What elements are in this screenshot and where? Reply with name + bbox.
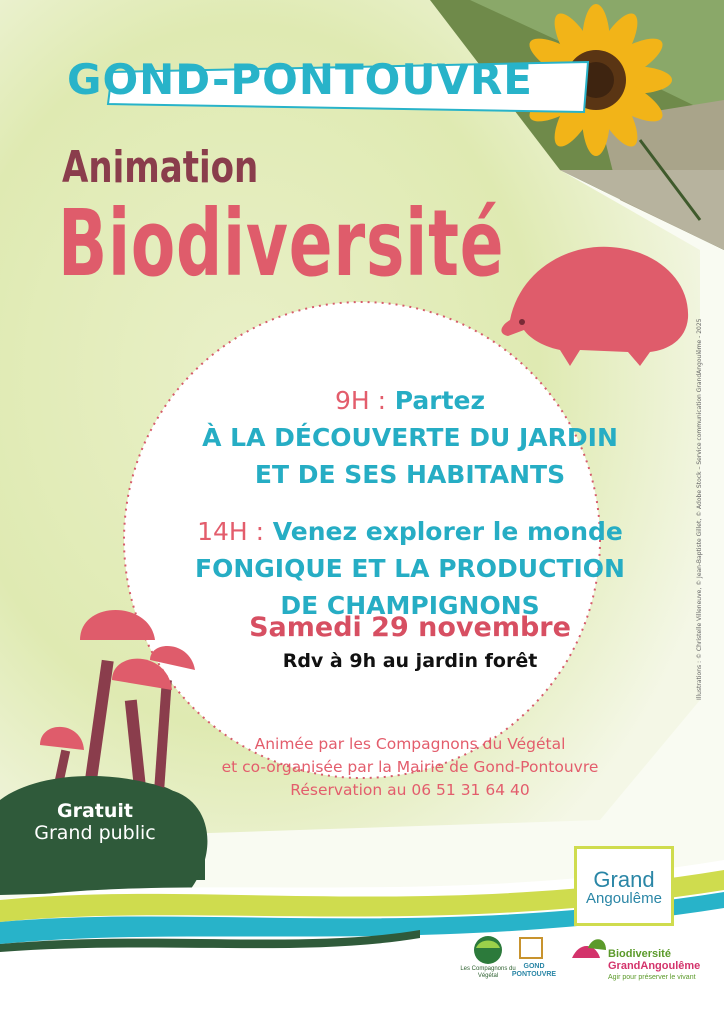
morning-time: 9H : bbox=[334, 386, 387, 415]
organizers-line1: Animée par les Compagnons du Végétal bbox=[254, 735, 566, 753]
program-afternoon bbox=[130, 513, 690, 624]
gp-logo-line1: GOND bbox=[523, 963, 545, 970]
gond-pontouvre-logo bbox=[508, 963, 560, 979]
compagnons-logo-text: Les Compagnons du Végétal bbox=[460, 966, 516, 979]
event-date: Samedi 29 novembre bbox=[249, 612, 571, 643]
morning-line2: À LA DÉCOUVERTE DU JARDIN bbox=[202, 423, 618, 452]
bio-logo-line2: GrandAngoulême bbox=[608, 960, 701, 972]
organizers-info bbox=[130, 733, 690, 802]
photo-credit: Illustrations : © Christelle Villeneuve, © Jean-Baptiste Gillet, © Adobe Stock – Service communication GrandAngoulême - 2025 bbox=[696, 318, 703, 700]
bio-logo-line3: Agir pour préserver le vivant bbox=[608, 974, 696, 981]
morning-line3: ET DE SES HABITANTS bbox=[254, 460, 566, 489]
morning-line1: Partez bbox=[394, 386, 486, 415]
title-biodiversite: Biodiversité bbox=[58, 190, 505, 297]
afternoon-line3: DE CHAMPIGNONS bbox=[280, 591, 540, 620]
afternoon-time: 14H : bbox=[197, 517, 265, 546]
program-morning bbox=[130, 382, 690, 493]
grand-angouleme-logo bbox=[574, 846, 674, 926]
reservation-line: Réservation au 06 51 31 64 40 bbox=[290, 781, 530, 799]
bio-logo-line1: Biodiversité bbox=[608, 948, 671, 960]
gp-logo-line2: PONTOUVRE bbox=[511, 971, 557, 978]
ga-logo-line2: Angoulême bbox=[586, 890, 662, 907]
meeting-point: Rdv à 9h au jardin forêt bbox=[282, 650, 538, 672]
free-label: Gratuit bbox=[57, 800, 133, 822]
compagnons-logo-mark bbox=[474, 936, 502, 964]
free-badge bbox=[0, 800, 190, 844]
title-animation: Animation bbox=[62, 142, 259, 193]
town-name: GOND-PONTOUVRE bbox=[66, 55, 534, 104]
ga-logo-line1: Grand bbox=[593, 867, 655, 892]
organizers-line2: et co-organisée par la Mairie de Gond-Pontouvre bbox=[221, 758, 599, 776]
afternoon-line1: Venez explorer le monde bbox=[272, 517, 623, 546]
afternoon-line2: FONGIQUE ET LA PRODUCTION bbox=[195, 554, 625, 583]
audience-label: Grand public bbox=[34, 822, 156, 844]
